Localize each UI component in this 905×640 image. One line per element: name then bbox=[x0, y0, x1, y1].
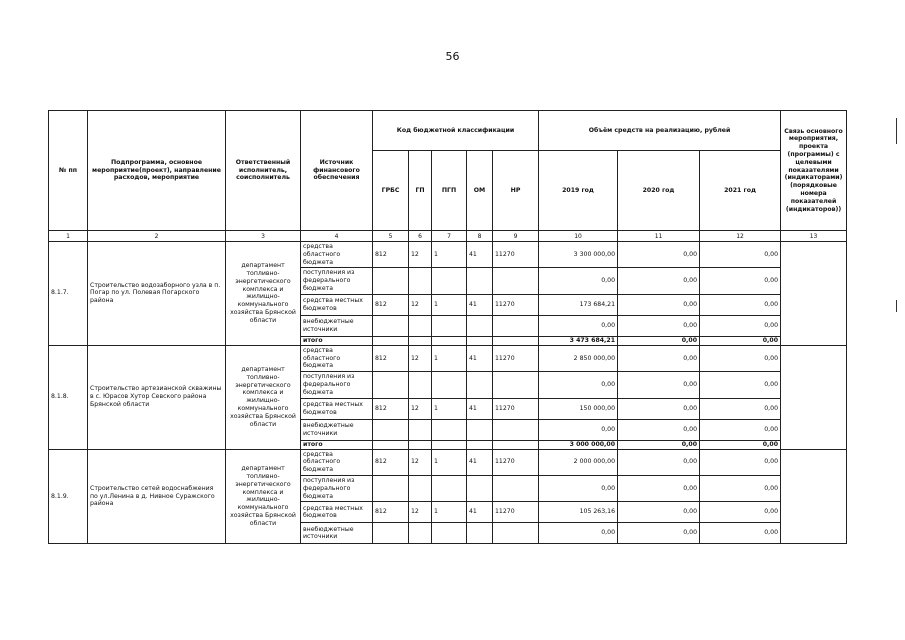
pgp-cell: 1 bbox=[432, 502, 467, 523]
column-number: 10 bbox=[539, 231, 618, 242]
amount-2020: 0,00 bbox=[618, 315, 700, 336]
nr-cell: 11270 bbox=[493, 449, 539, 475]
amount-2020: 0,00 bbox=[618, 372, 700, 398]
total-label: итого bbox=[301, 336, 373, 345]
pgp-cell bbox=[432, 372, 467, 398]
source-cell: средства областного бюджета bbox=[301, 449, 373, 475]
amount-2020: 0,00 bbox=[618, 475, 700, 501]
om-cell bbox=[467, 268, 493, 294]
amount-2021: 0,00 bbox=[700, 315, 781, 336]
amount-2021: 0,00 bbox=[700, 294, 781, 315]
grbs-cell bbox=[373, 372, 409, 398]
source-cell: внебюджетные источники bbox=[301, 523, 373, 544]
amount-2021: 0,00 bbox=[700, 242, 781, 268]
pgp-cell: 1 bbox=[432, 345, 467, 371]
nr-cell: 11270 bbox=[493, 242, 539, 268]
column-number: 9 bbox=[493, 231, 539, 242]
amount-2019: 0,00 bbox=[539, 419, 618, 440]
header-responsible: Ответственный исполнитель, соисполнитель bbox=[226, 111, 301, 231]
gp-cell bbox=[409, 523, 432, 544]
column-number: 1 bbox=[49, 231, 88, 242]
header-nr: НР bbox=[493, 151, 539, 231]
total-2019: 3 000 000,00 bbox=[539, 440, 618, 449]
header-source: Источник финансового обеспечения bbox=[301, 111, 373, 231]
amount-2021: 0,00 bbox=[700, 475, 781, 501]
header-gp: ГП bbox=[409, 151, 432, 231]
item-number: 8.1.8. bbox=[49, 345, 88, 449]
pgp-cell: 1 bbox=[432, 294, 467, 315]
header-num: № пп bbox=[49, 111, 88, 231]
item-name: Строительство водозаборного узла в п. Погар по ул. Полевая Погарского района bbox=[88, 242, 226, 346]
gp-cell: 12 bbox=[409, 345, 432, 371]
item-name: Строительство сетей водоснабжения по ул.Ленина в д. Нивное Суражского района bbox=[88, 449, 226, 544]
link-cell bbox=[781, 242, 847, 346]
source-cell: поступления из федерального бюджета bbox=[301, 475, 373, 501]
table-header bbox=[49, 111, 847, 242]
pgp-cell bbox=[432, 268, 467, 294]
amount-2019: 3 300 000,00 bbox=[539, 242, 618, 268]
amount-2020: 0,00 bbox=[618, 502, 700, 523]
budget-table bbox=[48, 110, 847, 544]
scan-margin-mark bbox=[896, 118, 897, 144]
item-name: Строительство артезианской скважины в с. Юрасов Хутор Севского района Брянской области bbox=[88, 345, 226, 449]
source-cell: средства местных бюджетов bbox=[301, 294, 373, 315]
header-om: ОМ bbox=[467, 151, 493, 231]
om-cell: 41 bbox=[467, 398, 493, 419]
total-2020: 0,00 bbox=[618, 440, 700, 449]
amount-2019: 0,00 bbox=[539, 315, 618, 336]
header-subprogram: Подпрограмма, основное мероприятие(проект), направление расходов, мероприятие bbox=[88, 111, 226, 231]
table-row bbox=[49, 345, 847, 371]
nr-cell bbox=[493, 419, 539, 440]
item-number: 8.1.7. bbox=[49, 242, 88, 346]
om-cell bbox=[467, 419, 493, 440]
amount-2021: 0,00 bbox=[700, 419, 781, 440]
amount-2021: 0,00 bbox=[700, 449, 781, 475]
pgp-cell bbox=[432, 523, 467, 544]
source-cell: внебюджетные источники bbox=[301, 419, 373, 440]
grbs-cell: 812 bbox=[373, 398, 409, 419]
amount-2021: 0,00 bbox=[700, 345, 781, 371]
nr-cell bbox=[493, 475, 539, 501]
table-row bbox=[49, 449, 847, 475]
header-link: Связь основного мероприятия, проекта (программы) с целевыми показателями (индикаторами) (порядковые номера показателей (индикаторов)) bbox=[781, 111, 847, 231]
total-2021: 0,00 bbox=[700, 440, 781, 449]
item-responsible: департамент топливно-энергетического комплекса и жилищно-коммунального хозяйства Брянской области bbox=[226, 449, 301, 544]
grbs-cell: 812 bbox=[373, 242, 409, 268]
header-year-2021: 2021 год bbox=[700, 151, 781, 231]
amount-2019: 0,00 bbox=[539, 268, 618, 294]
column-number-row bbox=[49, 231, 847, 242]
total-label: итого bbox=[301, 440, 373, 449]
pgp-cell: 1 bbox=[432, 449, 467, 475]
nr-cell: 11270 bbox=[493, 294, 539, 315]
nr-cell: 11270 bbox=[493, 502, 539, 523]
amount-2019: 2 000 000,00 bbox=[539, 449, 618, 475]
header-year-2019: 2019 год bbox=[539, 151, 618, 231]
pgp-cell bbox=[432, 419, 467, 440]
gp-cell: 12 bbox=[409, 502, 432, 523]
page-number: 56 bbox=[445, 50, 460, 63]
grbs-cell: 812 bbox=[373, 345, 409, 371]
gp-cell: 12 bbox=[409, 294, 432, 315]
amount-2020: 0,00 bbox=[618, 449, 700, 475]
amount-2021: 0,00 bbox=[700, 268, 781, 294]
amount-2020: 0,00 bbox=[618, 419, 700, 440]
item-number: 8.1.9. bbox=[49, 449, 88, 544]
link-cell bbox=[781, 345, 847, 449]
amount-2021: 0,00 bbox=[700, 372, 781, 398]
column-number: 5 bbox=[373, 231, 409, 242]
pgp-cell bbox=[432, 315, 467, 336]
total-2019: 3 473 684,21 bbox=[539, 336, 618, 345]
om-cell: 41 bbox=[467, 345, 493, 371]
gp-cell bbox=[409, 475, 432, 501]
nr-cell: 11270 bbox=[493, 398, 539, 419]
nr-cell bbox=[493, 268, 539, 294]
nr-cell bbox=[493, 523, 539, 544]
om-cell bbox=[467, 372, 493, 398]
header-year-2020: 2020 год bbox=[618, 151, 700, 231]
grbs-cell bbox=[373, 419, 409, 440]
nr-cell bbox=[493, 315, 539, 336]
om-cell bbox=[467, 475, 493, 501]
grbs-cell: 812 bbox=[373, 449, 409, 475]
gp-cell: 12 bbox=[409, 398, 432, 419]
amount-2020: 0,00 bbox=[618, 523, 700, 544]
amount-2019: 105 263,16 bbox=[539, 502, 618, 523]
column-number: 12 bbox=[700, 231, 781, 242]
gp-cell bbox=[409, 315, 432, 336]
link-cell bbox=[781, 449, 847, 544]
header-budget-code-group: Код бюджетной классификации bbox=[373, 111, 539, 151]
grbs-cell: 812 bbox=[373, 502, 409, 523]
om-cell bbox=[467, 523, 493, 544]
column-number: 6 bbox=[409, 231, 432, 242]
om-cell: 41 bbox=[467, 294, 493, 315]
table-row bbox=[49, 242, 847, 268]
om-cell: 41 bbox=[467, 242, 493, 268]
column-number: 7 bbox=[432, 231, 467, 242]
source-cell: средства местных бюджетов bbox=[301, 502, 373, 523]
source-cell: средства областного бюджета bbox=[301, 345, 373, 371]
header-funds-group: Объём средств на реализацию, рублей bbox=[539, 111, 781, 151]
amount-2021: 0,00 bbox=[700, 523, 781, 544]
column-number: 13 bbox=[781, 231, 847, 242]
amount-2019: 173 684,21 bbox=[539, 294, 618, 315]
amount-2019: 0,00 bbox=[539, 372, 618, 398]
total-2021: 0,00 bbox=[700, 336, 781, 345]
source-cell: средства местных бюджетов bbox=[301, 398, 373, 419]
grbs-cell bbox=[373, 315, 409, 336]
source-cell: средства областного бюджета bbox=[301, 242, 373, 268]
column-number: 3 bbox=[226, 231, 301, 242]
amount-2020: 0,00 bbox=[618, 268, 700, 294]
pgp-cell: 1 bbox=[432, 398, 467, 419]
gp-cell bbox=[409, 372, 432, 398]
header-pgp: ПГП bbox=[432, 151, 467, 231]
item-responsible: департамент топливно-энергетического комплекса и жилищно-коммунального хозяйства Брянской области bbox=[226, 242, 301, 346]
grbs-cell bbox=[373, 475, 409, 501]
om-cell: 41 bbox=[467, 449, 493, 475]
gp-cell bbox=[409, 419, 432, 440]
nr-cell: 11270 bbox=[493, 345, 539, 371]
column-number: 2 bbox=[88, 231, 226, 242]
gp-cell bbox=[409, 268, 432, 294]
amount-2019: 0,00 bbox=[539, 475, 618, 501]
source-cell: поступления из федерального бюджета bbox=[301, 268, 373, 294]
amount-2020: 0,00 bbox=[618, 398, 700, 419]
column-number: 4 bbox=[301, 231, 373, 242]
total-2020: 0,00 bbox=[618, 336, 700, 345]
nr-cell bbox=[493, 372, 539, 398]
amount-2021: 0,00 bbox=[700, 398, 781, 419]
header-grbs: ГРБС bbox=[373, 151, 409, 231]
amount-2020: 0,00 bbox=[618, 294, 700, 315]
om-cell bbox=[467, 315, 493, 336]
column-number: 11 bbox=[618, 231, 700, 242]
amount-2021: 0,00 bbox=[700, 502, 781, 523]
item-responsible: департамент топливно-энергетического комплекса и жилищно-коммунального хозяйства Брянской области bbox=[226, 345, 301, 449]
gp-cell: 12 bbox=[409, 242, 432, 268]
source-cell: поступления из федерального бюджета bbox=[301, 372, 373, 398]
source-cell: внебюджетные источники bbox=[301, 315, 373, 336]
om-cell: 41 bbox=[467, 502, 493, 523]
amount-2020: 0,00 bbox=[618, 345, 700, 371]
grbs-cell bbox=[373, 523, 409, 544]
grbs-cell bbox=[373, 268, 409, 294]
pgp-cell: 1 bbox=[432, 242, 467, 268]
grbs-cell: 812 bbox=[373, 294, 409, 315]
scan-margin-mark bbox=[896, 300, 897, 312]
amount-2019: 150 000,00 bbox=[539, 398, 618, 419]
gp-cell: 12 bbox=[409, 449, 432, 475]
amount-2019: 0,00 bbox=[539, 523, 618, 544]
column-number: 8 bbox=[467, 231, 493, 242]
amount-2019: 2 850 000,00 bbox=[539, 345, 618, 371]
pgp-cell bbox=[432, 475, 467, 501]
amount-2020: 0,00 bbox=[618, 242, 700, 268]
